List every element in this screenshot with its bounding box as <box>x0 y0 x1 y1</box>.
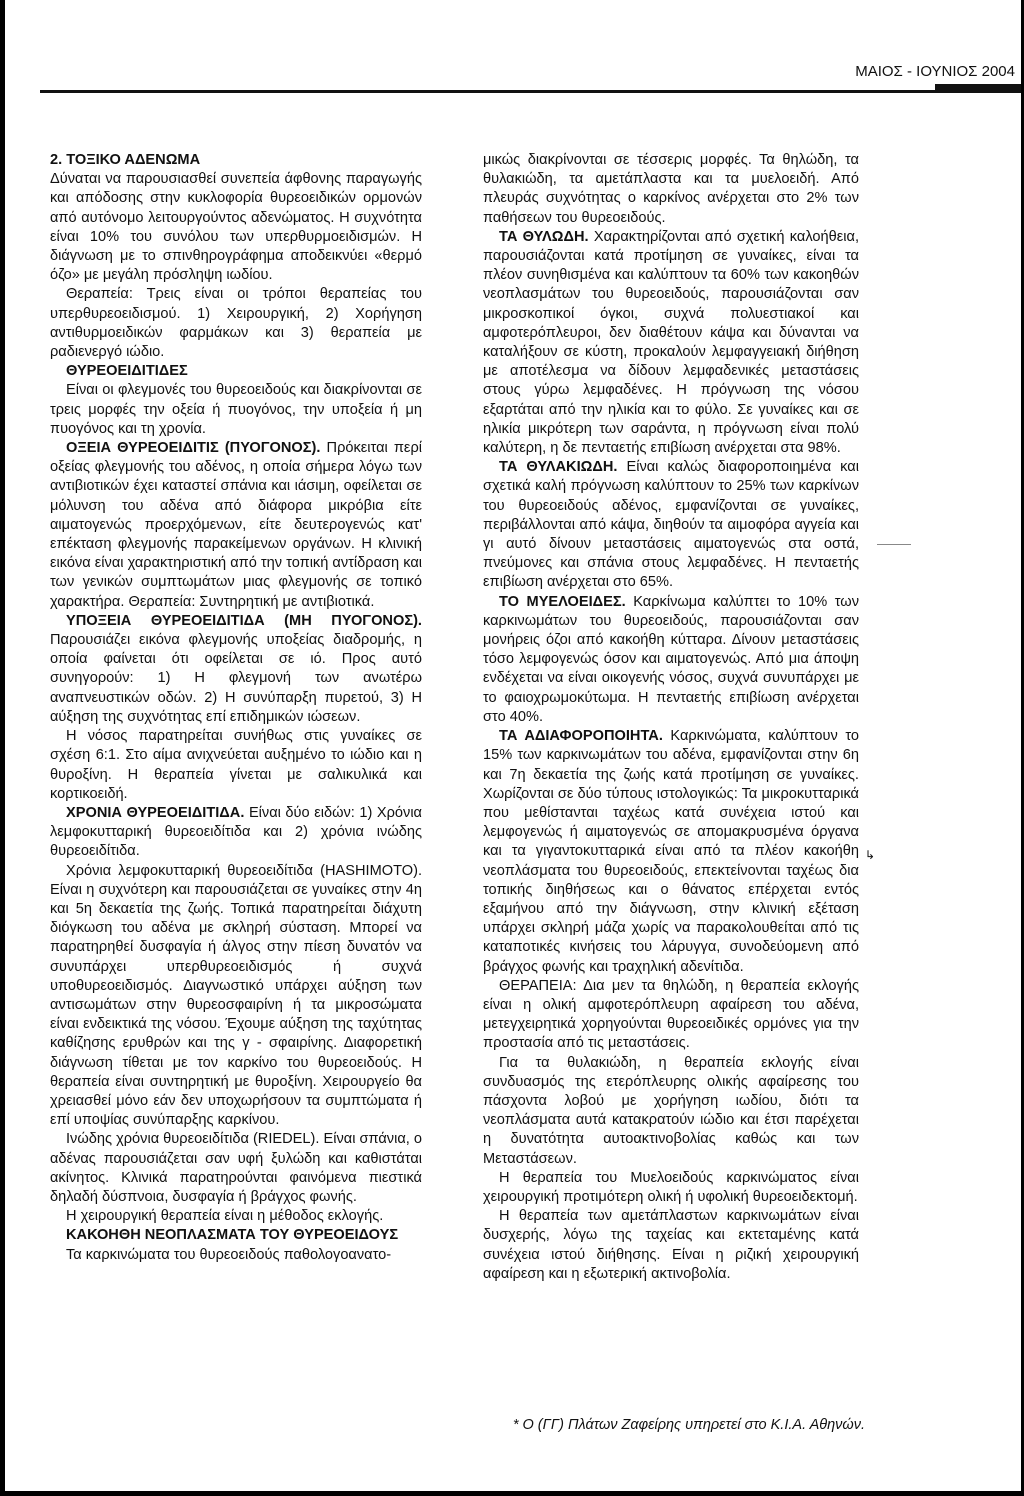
subacute-thyroiditis-paragraph <box>50 612 422 727</box>
therapy-anaplastic: Η θεραπεία των αμετάπλαστων καρκινωμάτων είναι δυσχερής, λόγω της ταχείας και εκτεταμένης κατά συνέχεια ιστού διήθησης. Είναι η ριζική χειρουργική αφαίρεση και η εξωτερική ακτινοβολία. <box>483 1208 859 1282</box>
author-footnote: * Ο (ΓΓ) Πλάτων Ζαφείρης υπηρετεί στο Κ.Ι.Α. Αθηνών. <box>512 1417 865 1433</box>
chronic-thyroiditis-paragraph <box>50 804 422 862</box>
right-column <box>483 151 859 1284</box>
malignant-heading: ΚΑΚΟΗΘΗ ΝΕΟΠΛΑΣΜΑΤΑ ΤΟΥ ΘΥΡΕΟΕΙΔΟΥΣ <box>66 1227 399 1244</box>
acute-thyroiditis-body: Πρόκειται περί οξείας φλεγμονής του αδένος, η οποία σήμερα λόγω των αντιβιοτικών έχει καταστεί σπάνια και ιάσιμη, οφείλεται σε μόλυνση του αδένα από διάφορα μικρόβια είτε αιματογενώς προερχόμενων, είτε δευτερογενώς κατ' επέκταση φλεγμονής παρακείμενων οργάνων. Η κλινική εικόνα είναι χαρακτηριστική από την τοπική αντίδραση και των γενικών συμπτωμάτων μιας φλεγμονής σε τοπικό χαρακτήρα. Θεραπεία: Συντηρητική με αντιβιοτικά. <box>50 440 422 610</box>
follicular-heading: ΤΑ ΘΥΛΑΚΙΩΔΗ. <box>499 459 618 476</box>
toxic-adenoma-therapy: Θεραπεία: Τρεις είναι οι τρόποι θεραπείας του υπερθυρεοειδισμού. 1) Χειρουργική, 2) Χορήγηση αντιθυρμοειδικών φαρμάκων και 3) θεραπεία με ραδιενεργό ιώδιο. <box>50 286 422 361</box>
acute-thyroiditis-paragraph <box>50 439 422 612</box>
riedel-surgery: Η χειρουργική θεραπεία είναι η μέθοδος εκλογής. <box>66 1208 384 1225</box>
hashimoto-paragraph: Χρόνια λεμφοκυτταρική θυρεοειδίτιδα (HASHIMOTO). Είναι η συχνότερη και παρουσιάζεται σε γυναίκες στην 4η και 5η δεκαετία της ζωής. Τοπικά παρατηρείται διάχυτη διόγκωση του αδένα με σκληρή σύσταση. Μπορεί να παρατηρηθεί δυσφαγία ή άλγος στην πίεση δυνατόν να συνυπάρχει υπερθυρεοειδισμός ή συχνά υποθυρεοειδισμός. Διαγνωστικό υπάρχει αύξηση των αντισωμάτων στην θυρεοσφαιρίνη ή τα μικροσώματα είναι ενδεικτικά της νόσου. Έχουμε αύξηση της ταχύτητας καθίζησης ερυθρών και της γ - σφαιρίνης. Διαφορετική διάγνωση τίθεται με τον καρκίνο του θυρεοειδούς. Η θεραπεία είναι συντηρητική με θυροξίνη. Χειρουργείο θα χρειασθεί μόνο εάν δεν υποχωρήσουν τα συμπτώματα ή επί υποψίας συνύπαρξης καρκίνου. <box>50 862 422 1129</box>
left-column <box>50 151 422 1265</box>
therapy-medullary: Η θεραπεία του Μυελοειδούς καρκινώματος είναι χειρουργική προτιμότερη ολική ή υφολική θυρεοειδεκτομή. <box>483 1169 859 1205</box>
acute-thyroiditis-heading: ΟΞΕΙΑ ΘΥΡΕΟΕΙΔΙΤΙΣ (ΠΥΟΓΟΝΟΣ). <box>66 440 321 457</box>
subacute-thyroiditis-body: Παρουσιάζει εικόνα φλεγμονής υποξείας διαδρομής, η οποία φαίνεται ότι οφείλεται σε ιό. Προς αυτό συνηγορούν: 1) Η φλεγμονή των ανωτέρω αναπνευστικών οδών. 2) Η συνύπαρξη πυρετού, 3) Η αύξηση της συχνότητας επί επιδημικών ιώσεων. <box>50 632 422 725</box>
therapy-papillary: ΘΕΡΑΠΕΙΑ: Δια μεν τα θηλώδη, η θεραπεία εκλογής είναι η ολική αμφοτερόπλευρη αφαίρεση του αδένα, μετεγχειρητικά χορηγούνται θυρεοειδικές ορμόνες για την προστασία από τις μεταστάσεις. <box>483 977 859 1052</box>
papillary-body: Χαρακτηρίζονται από σχετική καλοήθεια, παρουσιάζονται κατά προτίμηση σε γυναίκες, είναι τα πλέον συνηθισμένα και καλύπτουν τα 60% των κακοηθών νεοπλασμάτων του θυρεοειδούς, παρουσιάζονται σαν μικροσκοπικοί όγκοι, συχνά πολυεστιακοί και αμφοτερόπλευροι, δεν διαθέτουν κάψα και δύνανται να καταλήξουν σε κύστη, προκαλούν λεμφαγγειακή διήθηση με αποτέλεσμα να δίδουν λεμφαδενικές μεταστάσεις στους γύρω λεμφαδένες. Η πρόγνωση της νόσου εξαρτάται από την ηλικία και το φύλο. Σε γυναίκες και σε ηλικία μικρότερη των σαράντα, η πρόγνωση είναι πολύ καλύτερη, η δε πενταετής επιβίωση ανέρχεται στα 98%. <box>483 228 860 457</box>
thyroiditis-heading: ΘΥΡΕΟΕΙΔΙΤΙΔΕΣ <box>66 363 188 380</box>
header-rule <box>40 90 936 93</box>
header-tab-bar <box>935 84 1021 93</box>
anaplastic-heading: ΤΑ ΑΔΙΑΦΟΡΟΠΟΙΗΤΑ. <box>499 728 663 745</box>
subacute-thyroiditis-heading: ΥΠΟΞΕΙΑ ΘΥΡΕΟΕΙΔΙΤΙΔΑ (ΜΗ ΠΥΟΓΟΝΟΣ). <box>66 612 422 629</box>
issue-date: ΜΑΙΟΣ - ΙΟΥΝΙΟΣ 2004 <box>855 63 1015 80</box>
follicular-body: Είναι καλώς διαφοροποιημένα και σχετικά καλή πρόγνωση καλύπτουν το 25% των καρκίνων του θυρεοειδούς αδένος, εμφανίζονται σε γυναίκες, περιβάλλονται από κάψα, διηθούν τα αιμοφόρα αγγεία και γι αυτό δίνουν μεταστάσεις αιματογενώς στα οστά, πνεύμονες και σπάνια στους λεμφαδένες. Η πενταετής επιβίωση ανέρχεται στο 65%. <box>483 459 859 591</box>
riedel-paragraph: Ινώδης χρόνια θυρεοειδίτιδα (RIEDEL). Είναι σπάνια, ο αδένας παρουσιάζεται σαν υφή ξυλώδη και καθιστάται ακίνητος. Κλινικά παρατηρούνται φαινόμενα πιεστικά δηλαδή δύσπνοια, δυσφαγία ή βράγχος φωνής. <box>50 1131 423 1205</box>
subacute-sex-ratio: Η νόσος παρατηρείται συνήθως στις γυναίκες σε σχέση 6:1. Στο αίμα ανιχνεύεται αυξημένο το ιώδιο και η θυροξίνη. Η θεραπεία γίνεται με σαλικυλικά και κορτικοειδή. <box>50 728 422 802</box>
therapy-follicular: Για τα θυλακιώδη, η θεραπεία εκλογής είναι συνδυασμός της ετερόπλευρης ολικής αφαίρεσης του πάσχοντα λοβού με χορήγηση ιωδίου, διότι τα νεοπλάσματα αυτά κατακρατούν ιώδιο και έτσι παρέχεται η δυνατότητα αυτοακτινοβολίας καθώς και των Μεταστάσεων. <box>483 1054 859 1167</box>
anaplastic-paragraph <box>483 727 859 977</box>
thyroiditis-intro: Είναι οι φλεγμονές του θυρεοειδούς και διακρίνονται σε τρεις μορφές την οξεία ή πυογόνος, την υποξεία ή μη πυογόνος και τη χρονία. <box>50 382 422 437</box>
toxic-adenoma-heading: 2. ΤΟΞΙΚΟ ΑΔΕΝΩΜΑ <box>50 152 201 168</box>
anaplastic-body: Καρκινώματα, καλύπτουν το 15% των καρκινωμάτων του αδένα, εμφανίζονται στην 6η και 7η δεκαετία της ζωής κατά προτίμηση σε γυναίκες. Χωρίζονται σε δύο τύπους ιστολογικώς: Τα μικροκυτταρικά που μεθίστανται ταχέως κατά συνέχεια ιστού και λεμφογενώς ή αιματογενώς σε απομακρυσμένα όργανα και τα γιγαντοκυτταρικά είναι από τα πλέον κακοήθη νεοπλάσματα του θυρεοειδούς, επεκτείνονται ταχέως δια τοπικής διηθήσεως και ο θάνατος επέρχεται εντός εξαμήνου από την διάγνωση, στην κλινική εξέταση υπάρχει σκληρή μάζα χωρίς να παρακολουθείται από τις καταποτικές κινήσεις του λάρυγγα, συνοδεύομενη από βράγχος φωνής και τραχηλική αδενίτιδα. <box>483 728 859 975</box>
papillary-paragraph <box>483 228 859 458</box>
medullary-heading: ΤΟ ΜΥΕΛΟΕΙΔΕΣ. <box>499 593 626 610</box>
chronic-thyroiditis-heading: ΧΡΟΝΙΑ ΘΥΡΕΟΕΙΔΙΤΙΔΑ. <box>66 804 245 821</box>
follicular-paragraph <box>483 458 859 592</box>
toxic-adenoma-body: Δύναται να παρουσιασθεί συνεπεία άφθονης παραγωγής και απόδοσης στην κυκλοφορία θυρεοειδικών ορμονών από αυτόνομο λειτουργούντος αδενώματος. Η συχνότητα είναι 10% του συνόλου των υπερθυρμοειδισμών. Η διάγνωση με το σπινθηρογράφημα αποδεικνύει «θερμό όζο» με μεγάλη πρόσληψη ιωδίου. <box>50 171 422 284</box>
margin-arrow-mark: ↳ <box>865 848 876 862</box>
medullary-body: Καρκίνωμα καλύπτει το 10% των καρκινωμάτων του θυρεοειδούς, παρουσιάζονται σαν μονήρεις όζοι από κακοήθη κύτταρα. Δίνουν μεταστάσεις τόσο λεμφογενώς όσον και αιματογενώς. Από μια άποψη ενδέχεται να είναι οικογενής νόσος, συχνά συνυπάρχει με το φαιοχρωμοκύτωμα. Η πενταετής επιβίωση ανέρχεται στο 40%. <box>483 593 859 725</box>
chronic-thyroiditis-body: Είναι δύο ειδών: 1) Χρόνια λεμφοκυτταρική θυρεοειδίτιδα και 2) χρόνια ινώδης θυρεοειδίτιδα. <box>50 804 422 860</box>
papillary-heading: ΤΑ ΘΥΛΩΔΗ. <box>499 228 589 245</box>
margin-dash-mark <box>877 544 911 545</box>
malignant-continuation: μικώς διακρίνονται σε τέσσερις μορφές. Τα θηλώδη, τα θυλακιώδη, τα αμετάπλαστα και τα μυελοειδή. Από πλευράς συχνότητας ο καρκίνος ανέρχεται στο 2% των παθήσεων του θυρεοειδούς. <box>483 152 859 226</box>
journal-page <box>5 0 1021 1491</box>
medullary-paragraph <box>483 593 859 727</box>
malignant-intro: Τα καρκινώματα του θυρεοειδούς παθολογοανατο- <box>66 1246 392 1263</box>
